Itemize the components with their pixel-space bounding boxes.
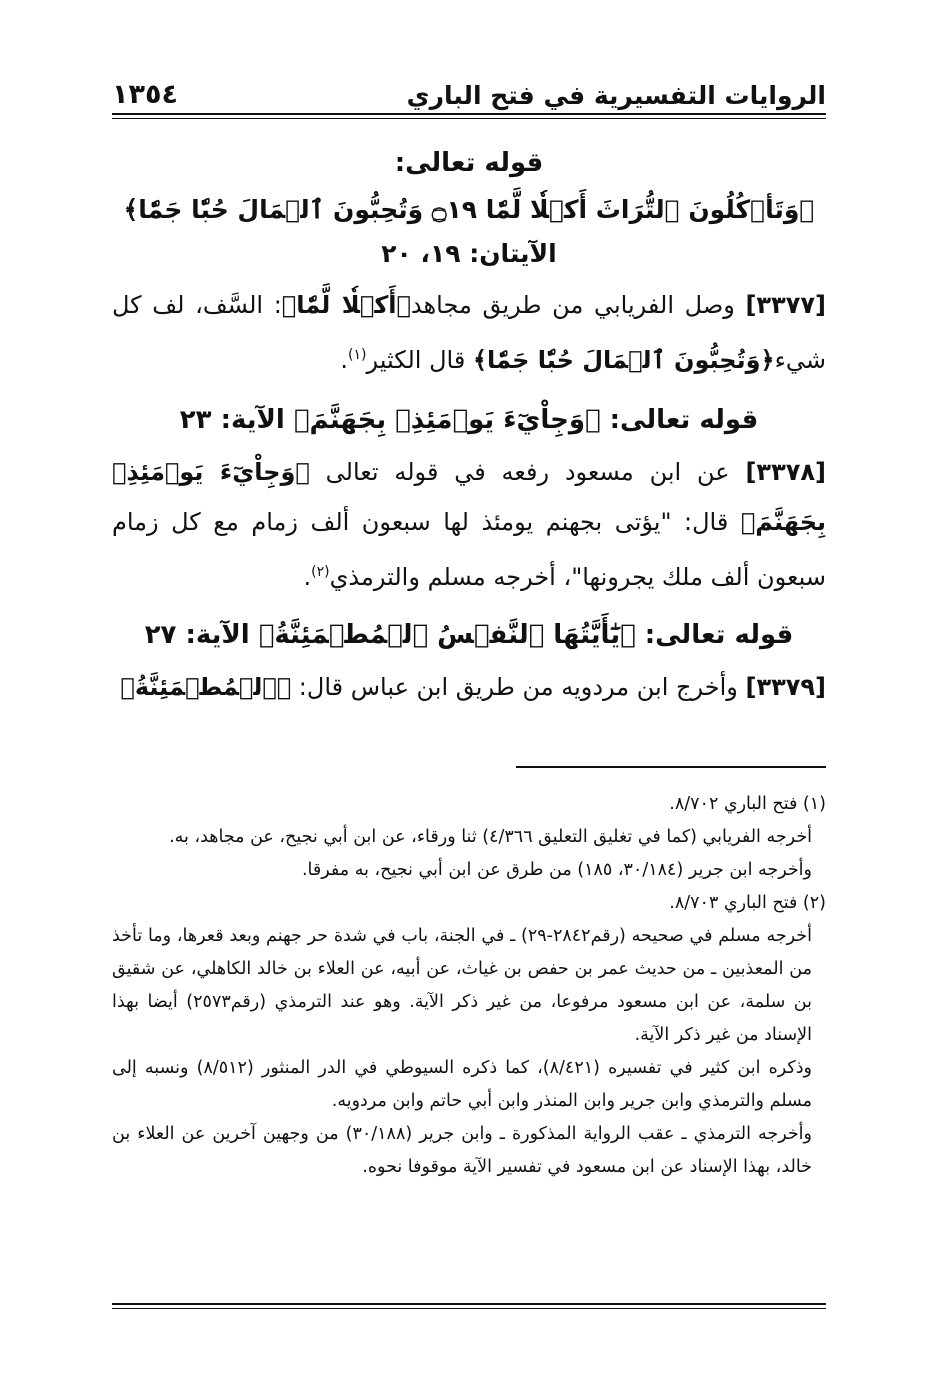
footnote-label: (٢) فتح الباري ٨/٧٠٣. [669,893,826,913]
footnote-line: أخرجه مسلم في صحيحه (رقم٢٨٤٢-٢٩) ـ في الجنة، باب في شدة حر جهنم وبعد قعرها، وما تأخذ من المعذبين ـ من حديث عمر بن حفص بن غياث، عن أبيه، عن العلاء بن خالد الكاهلي، عن شقيق بن سلمة، عن ابن مسعود مرفوعا، من غير ذكر الآية. وهو عند الترمذي (رقم٢٥٧٣) أيضا بهذا الإسناد من غير ذكر الآية. [112,926,813,1045]
entry-text: وأخرج ابن مردويه من طريق ابن عباس قال: [298,673,738,701]
section-heading: قوله تعالى: [394,148,544,178]
quran-quote: ﴿ٱلۡمُطۡمَئِنَّةُ﴾ [120,673,292,701]
quran-quote: ﴿وَجِاْيٓءَ يَوۡمَئِذِۭ بِجَهَنَّمَ﴾ [112,458,826,536]
footnotes [112,788,826,1184]
quran-quote: ﴿أَكۡلٗا لَّمّٗا﴾ [281,291,411,319]
entry-number: [٣٣٧٧] [745,291,826,319]
entry-end: . [303,563,312,591]
footnote-line: أخرجه الفريابي (كما في تغليق التعليق ٤/٣٦٦) ثنا ورقاء، عن ابن أبي نجيح، عن مجاهد، به. [169,827,812,847]
entry-text: قال: "يؤتى بجهنم يومئذ لها سبعون ألف زمام مع كل زمام سبعون ألف ملك يجرونها"، أخرجه مسلم والترمذي [112,508,826,591]
footnote-line: وأخرجه ابن جرير (٣٠/١٨٤، ١٨٥) من طرق عن ابن أبي نجيح، به مفرقا. [301,860,812,880]
section-heading: قوله تعالى: ﴿وَجِاْيٓءَ يَوۡمَئِذِۭ بِجَهَنَّمَ﴾ الآية: ٢٣ [179,405,759,435]
bottom-rule [112,1303,826,1309]
entry-text: قال الكثير [366,346,466,374]
footnote-label: (١) فتح الباري ٨/٧٠٢. [669,794,826,814]
footnote-line: وأخرجه الترمذي ـ عقب الرواية المذكورة ـ وابن جرير (٣٠/١٨٨) من وجهين آخرين عن العلاء بن خالد، بهذا الإسناد عن ابن مسعود في تفسير الآية موقوفا نحوه. [112,1124,812,1177]
footnote-separator [516,766,826,768]
entry-number: [٣٣٧٩] [745,673,826,701]
footnote-ref: (١) [348,347,367,363]
entry-end: . [340,346,349,374]
running-title: الروايات التفسيرية في فتح الباري [406,81,826,110]
entry-text: عن ابن مسعود رفعه في قوله تعالى [325,458,730,486]
header-rule [112,113,826,119]
entry-number: [٣٣٧٨] [745,458,826,486]
entry-text: : السَّف، لف كل شيء [112,291,826,374]
footnote-ref: (٢) [311,564,330,580]
quran-quote: ﴿وَتُحِبُّونَ ٱلۡمَالَ حُبّٗا جَمّٗا﴾ [472,346,775,374]
verse-line: ﴿وَتَأۡكُلُونَ ٱلتُّرَاثَ أَكۡلٗا لَّمّٗا ۝١٩ وَتُحِبُّونَ ٱلۡمَالَ حُبّٗا جَمّٗا﴾ الآيتان: ١٩، ٢٠ [123,195,815,268]
page-number: ١٣٥٤ [112,79,178,110]
footnote-line: وذكره ابن كثير في تفسيره (٨/٤٢١)، كما ذكره السيوطي في الدر المنثور (٨/٥١٢) ونسبه إلى مسلم والترمذي وابن جرير وابن المنذر وابن أبي حاتم وابن مردويه. [112,1058,812,1111]
main-text [112,140,826,712]
entry-3379 [112,662,826,712]
entry-3377 [112,280,826,385]
entry-text: وصل الفريابي من طريق مجاهد [410,291,735,319]
section-heading: قوله تعالى: ﴿يَٰٓأَيَّتُهَا ٱلنَّفۡسُ ٱلۡمُطۡمَئِنَّةُ﴾ الآية: ٢٧ [144,620,794,650]
page-header [112,70,826,110]
entry-3378 [112,447,826,602]
